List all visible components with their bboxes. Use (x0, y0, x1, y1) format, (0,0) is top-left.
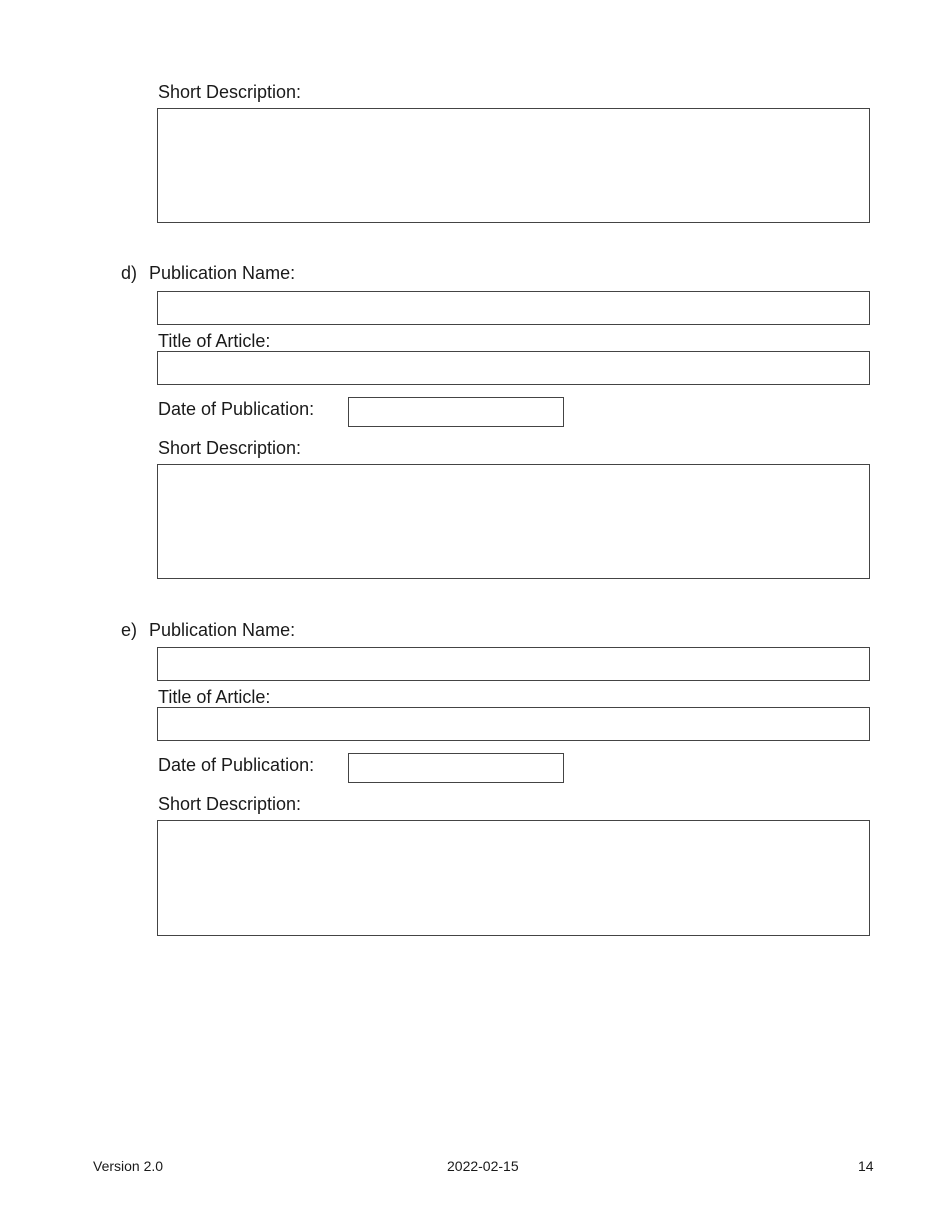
section-e-marker: e) (121, 620, 138, 640)
section-e-title-label: Title of Article: (158, 687, 271, 707)
section-d-publication-name-label: Publication Name: (149, 263, 296, 283)
section-d-short-description-label: Short Description: (158, 438, 302, 458)
footer-page-number: 14 (858, 1158, 874, 1174)
section-c-short-description-field[interactable] (157, 108, 870, 223)
section-e-date-label: Date of Publication: (158, 755, 315, 775)
section-d-title-field[interactable] (157, 351, 870, 385)
section-c-short-description-label: Short Description: (158, 82, 302, 102)
section-d-short-description-field[interactable] (157, 464, 870, 579)
footer-date: 2022-02-15 (447, 1158, 519, 1174)
section-e-date-field[interactable] (348, 753, 564, 783)
section-e-publication-name-field[interactable] (157, 647, 870, 681)
section-e-publication-name-label: Publication Name: (149, 620, 296, 640)
section-e-short-description-field[interactable] (157, 820, 870, 936)
section-d-title-label: Title of Article: (158, 331, 271, 351)
section-d-publication-name-field[interactable] (157, 291, 870, 325)
section-d-marker: d) (121, 263, 138, 283)
footer-version: Version 2.0 (93, 1158, 164, 1174)
section-d-date-label: Date of Publication: (158, 399, 315, 419)
section-e-title-field[interactable] (157, 707, 870, 741)
section-d-date-field[interactable] (348, 397, 564, 427)
section-e-short-description-label: Short Description: (158, 794, 302, 814)
